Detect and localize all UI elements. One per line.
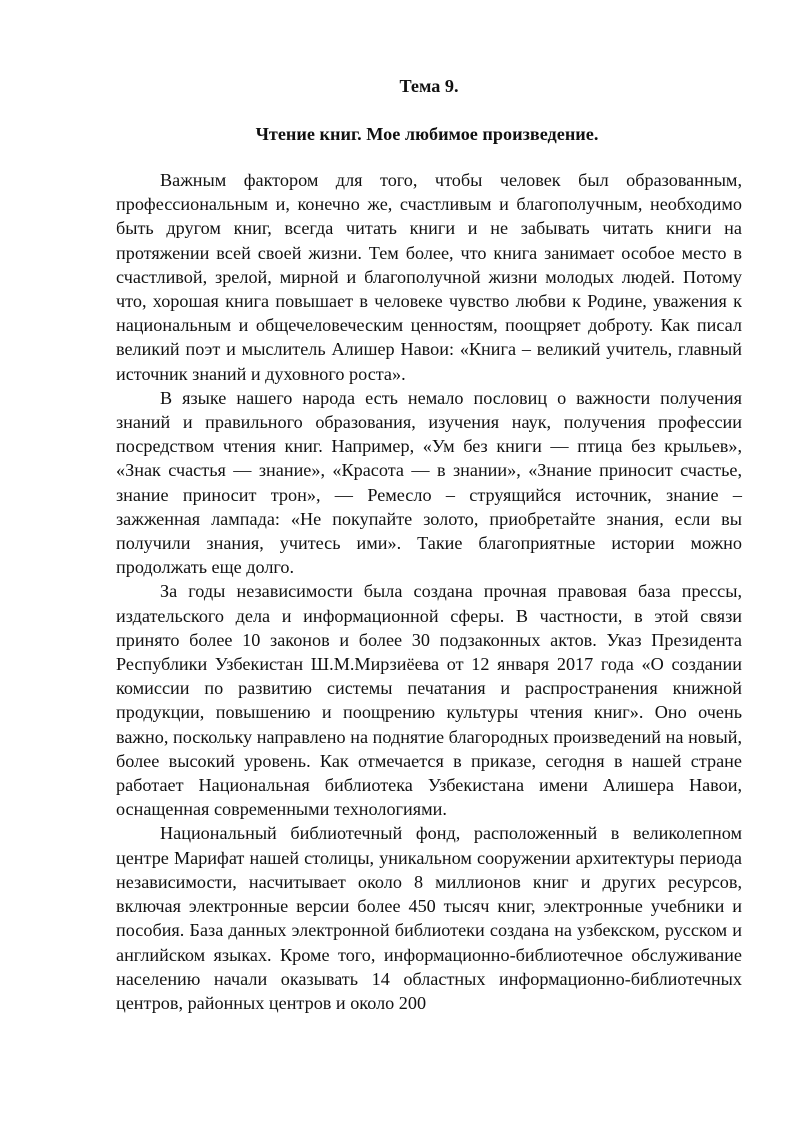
document-body	[116, 168, 742, 1015]
paragraph-legal-base: За годы независимости была создана прочная правовая база прессы, издательского дела и информационной сферы. В частности, в этой связи принято более 10 законов и более 30 подзаконных актов. Указ Президента Республики Узбекистан Ш.М.Мирзиёева от 12 января 2017 года «О создании комиссии по развитию системы печатания и распространения книжной продукции, повышению и поощрению культуры чтения книг». Оно очень важно, поскольку направлено на поднятие благородных произведений на новый, более высокий уровень. Как отмечается в приказе, сегодня в нашей стране работает Национальная библиотека Узбекистана имени Алишера Навои, оснащенная современными технологиями.	[116, 581, 742, 820]
document-title: Чтение книг. Мое любимое произведение.	[255, 124, 599, 144]
topic-heading: Тема 9.	[399, 76, 459, 96]
paragraph-library-fund: Национальный библиотечный фонд, расположенный в великолепном центре Марифат нашей столицы, уникальном сооружении архитектуры периода независимости, насчитывает около 8 миллионов книг и других ресурсов, включая электронные версии более 450 тысяч книг, электронные учебники и пособия. База данных электронной библиотеки создана на узбекском, русском и английском языках. Кроме того, информационно-библиотечное обслуживание населению начали оказывать 14 областных информационно-библиотечных центров, районных центров и около 200	[116, 823, 742, 1013]
document-page	[116, 72, 742, 1015]
paragraph-reading-importance: Важным фактором для того, чтобы человек был образованным, профессиональным и, конечно же, счастливым и благополучным, необходимо быть другом книг, всегда читать книги и не забывать читать книги на протяжении всей своей жизни. Тем более, что книга занимает особое место в счастливой, зрелой, мирной и благополучной жизни молодых людей. Потому что, хорошая книга повышает в человеке чувство любви к Родине, уважения к национальным и общечеловеческим ценностям, поощряет доброту. Как писал великий поэт и мыслитель Алишер Навои: «Книга – великий учитель, главный источник знаний и духовного роста».	[116, 170, 742, 384]
paragraph-proverbs: В языке нашего народа есть немало пословиц о важности получения знаний и правильного образования, изучения наук, получения профессии посредством чтения книг. Например, «Ум без книги — птица без крыльев», «Знак счастья — знание», «Красота — в знании», «Знание приносит счастье, знание приносит трон», — Ремесло – струящийся источник, знание – зажженная лампада: «Не покупайте золото, приобретайте знания, если вы получили знания, учитесь ими». Такие благоприятные истории можно продолжать еще долго.	[116, 387, 742, 578]
